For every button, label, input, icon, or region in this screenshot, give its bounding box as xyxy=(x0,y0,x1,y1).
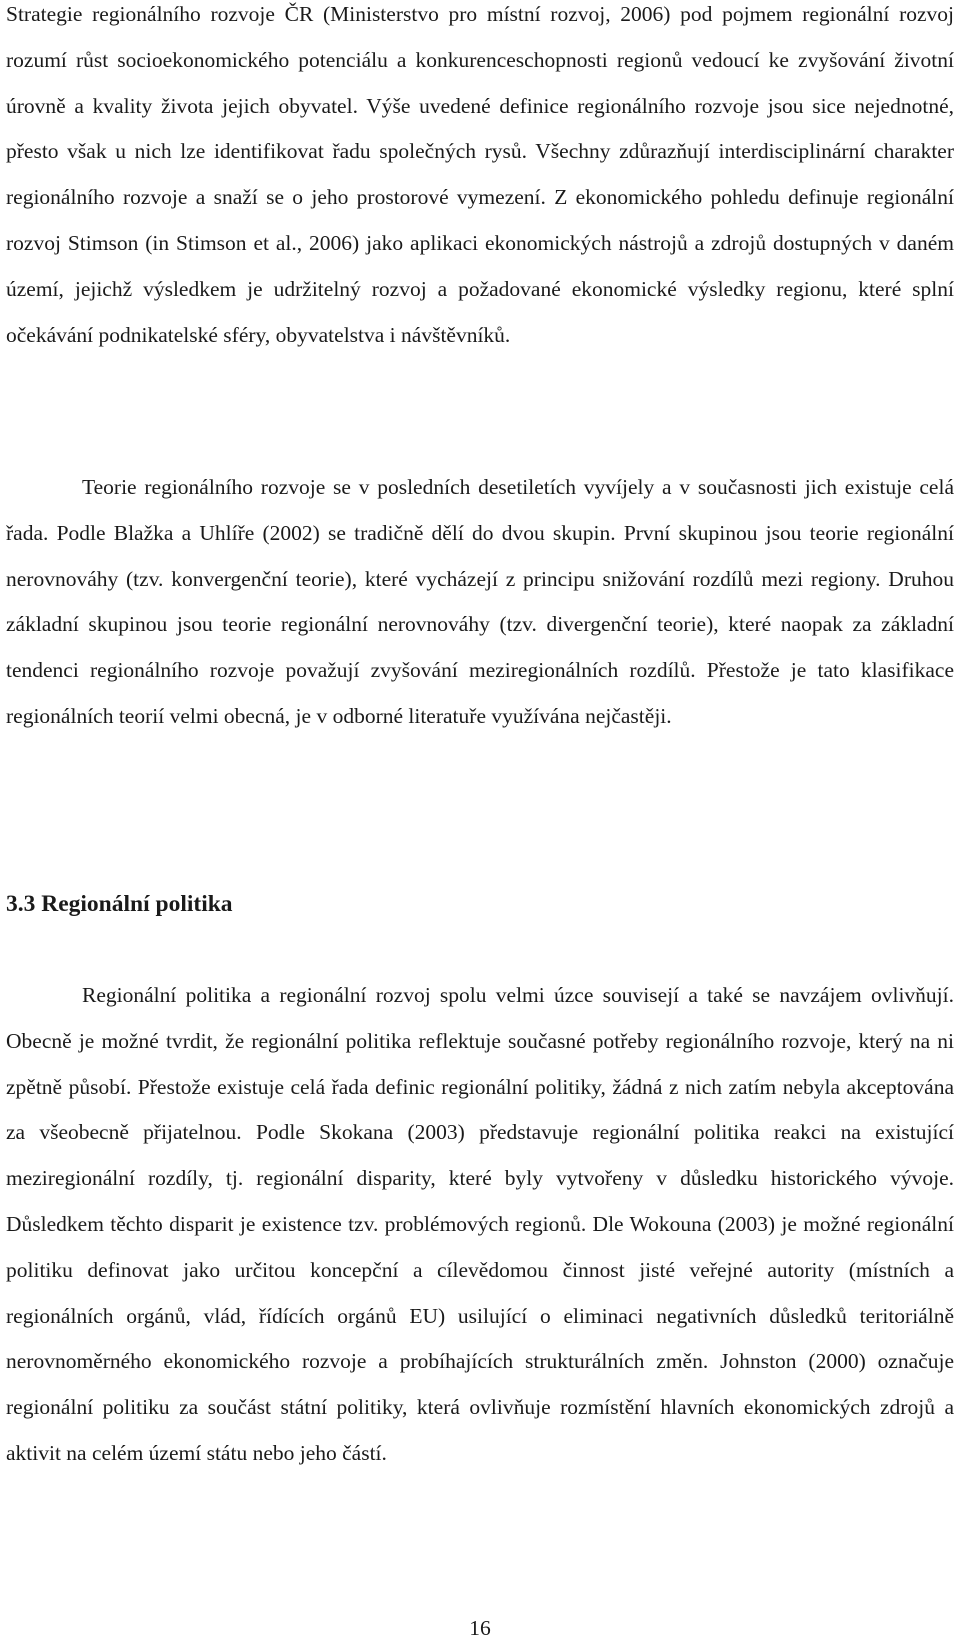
section-heading: 3.3 Regionální politika xyxy=(6,891,233,917)
paragraph-regional-development-theories: Teorie regionálního rozvoje se v posledních desetiletích vyvíjely a v současnosti jich existuje celá řada. Podle Blažka a Uhlíře (2002) se tradičně dělí do dvou skupin. První skupinou jsou teorie regionální nerovnováhy (tzv. konvergenční teorie), které vycházejí z principu snižování rozdílů mezi regiony. Druhou základní skupinou jsou teorie regionální nerovnováhy (tzv. divergenční teorie), které naopak za základní tendenci regionálního rozvoje považují zvyšování meziregionálních rozdílů. Přestože je tato klasifikace regionálních teorií velmi obecná, je v odborné literatuře využívána nejčastěji. xyxy=(6,475,954,728)
paragraph-regional-development-strategy: Strategie regionálního rozvoje ČR (Ministerstvo pro místní rozvoj, 2006) pod pojmem regionální rozvoj rozumí růst socioekonomického potenciálu a konkurenceschopnosti regionů vedoucí ke zvyšování životní úrovně a kvality života jejich obyvatel. Výše uvedené definice regionálního rozvoje jsou sice nejednotné, přesto však u nich lze identifikovat řadu společných rysů. Všechny zdůrazňují interdisciplinární charakter regionálního rozvoje a snaží se o jeho prostorové vymezení. Z ekonomického pohledu definuje regionální rozvoj Stimson (in Stimson et al., 2006) jako aplikaci ekonomických nástrojů a zdrojů dostupných v daném území, jejichž výsledkem je udržitelný rozvoj a požadované ekonomické výsledky regionu, které splní očekávání podnikatelské sféry, obyvatelstva i návštěvníků. xyxy=(6,2,954,347)
document-page xyxy=(6,0,954,1644)
paragraph-regional-policy: Regionální politika a regionální rozvoj spolu velmi úzce souvisejí a také se navzájem ovlivňují. Obecně je možné tvrdit, že regionální politika reflektuje současné potřeby regionálního rozvoje, který na ni zpětně působí. Přestože existuje celá řada definic regionální politiky, žádná z nich zatím nebyla akceptována za všeobecně přijatelnou. Podle Skokana (2003) představuje regionální politika reakci na existující meziregionální rozdíly, tj. regionální disparity, které byly vytvořeny v důsledku historického vývoje. Důsledkem těchto disparit je existence tzv. problémových regionů. Dle Wokouna (2003) je možné regionální politiku definovat jako určitou koncepční a cílevědomou činnost jisté veřejné autority (místních a regionálních orgánů, vlád, řídících orgánů EU) usilující o eliminaci negativních důsledků teritoriálně nerovnoměrného ekonomického rozvoje a probíhajících strukturálních změn. Johnston (2000) označuje regionální politiku za součást státní politiky, která ovlivňuje rozmístění hlavních ekonomických zdrojů a aktivit na celém území státu nebo jeho částí. xyxy=(6,983,954,1465)
page-number: 16 xyxy=(469,1616,491,1640)
